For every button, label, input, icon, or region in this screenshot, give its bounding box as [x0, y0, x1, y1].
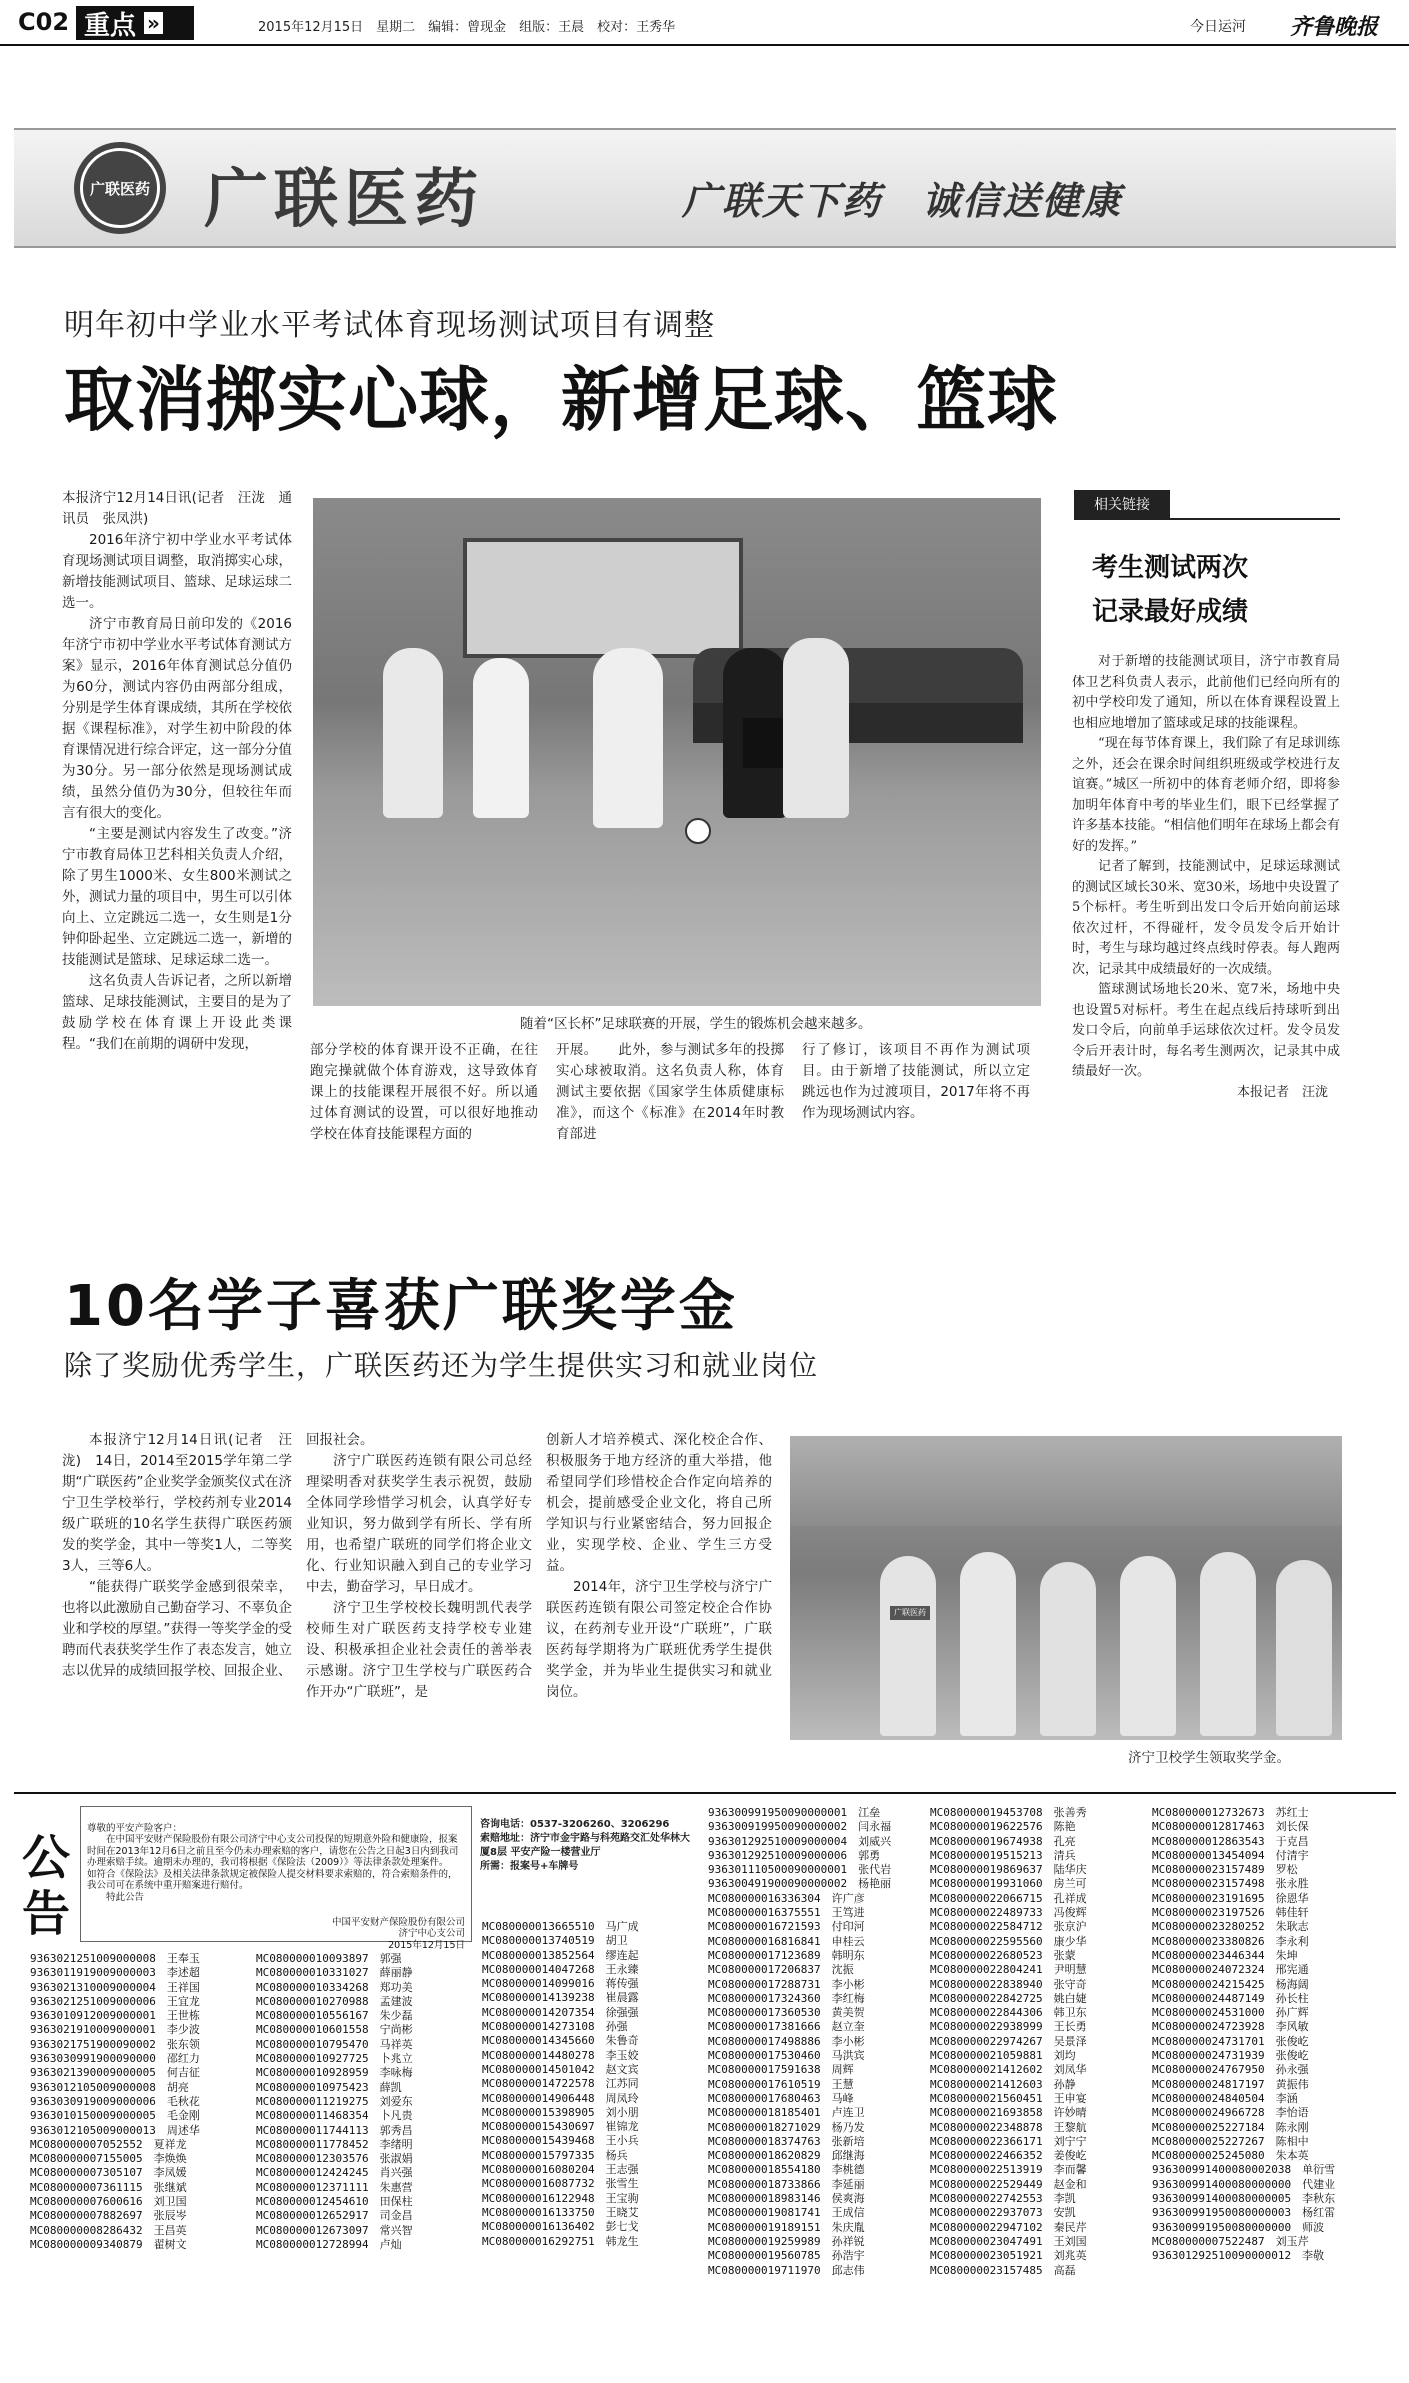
- claim-row: MC080000008286432 王昌英: [30, 2223, 187, 2237]
- sponsor-banner: [14, 128, 1396, 248]
- claim-row: MC080000022466352 姜俊屹: [930, 2149, 1087, 2163]
- claim-row: MC080000019560785 孙浩宇: [708, 2249, 865, 2263]
- related-link-label: 相关链接: [1094, 497, 1150, 513]
- photo-sash: 广联医药: [890, 1606, 930, 1620]
- claim-row: 936301110500090000001 张代岩: [708, 1863, 892, 1877]
- claim-row: MC080000007052552 夏祥龙: [30, 2137, 187, 2151]
- page-header: [0, 0, 1409, 46]
- claim-row: MC080000019189151 朱庆胤: [708, 2220, 865, 2234]
- claim-row: MC080000023047491 王刘国: [930, 2234, 1087, 2248]
- photo-caption: 济宁卫校学生领取奖学金。: [1128, 1750, 1290, 1766]
- body-paragraph: 这名负责人告诉记者，之所以新增篮球、足球技能测试，主要目的是为了鼓励学校在体育课上开设此类课程。“我们在前期的调研中发现，: [62, 973, 292, 1052]
- photo-student: [1120, 1556, 1176, 1736]
- claim-row: MC080000019259989 孙祥锐: [708, 2234, 865, 2248]
- claim-row: MC080000015797335 杨兵: [482, 2148, 628, 2162]
- page-number: C02: [18, 8, 70, 36]
- claim-row: MC080000016136402 彭七戈: [482, 2220, 639, 2234]
- claim-row: MC080000018620829 邱继海: [708, 2149, 865, 2163]
- photo-backboard: [463, 538, 743, 658]
- claim-row: MC080000022584712 张京沪: [930, 1920, 1087, 1934]
- claim-row: MC080000018733866 李延丽: [708, 2177, 865, 2191]
- body-paragraph: 行了修订，该项目不再作为测试项目。由于新增了技能测试，所以立定跳远也作为过渡项目，2017年将不再作为现场测试内容。: [802, 1042, 1030, 1121]
- football-photo: [313, 498, 1041, 1006]
- claim-row: MC080000023051921 刘兆英: [930, 2249, 1087, 2263]
- banner-slogan: 广联天下药 诚信送健康: [682, 179, 1123, 223]
- claim-row: MC080000007522487 刘玉芹: [1152, 2234, 1309, 2248]
- claim-row: MC080000012303576 张淑娟: [256, 2152, 413, 2166]
- claim-row: MC080000012863543 于克昌: [1152, 1834, 1309, 1848]
- photo-speaker: [743, 718, 783, 768]
- claim-row: MC080000010334268 郑功美: [256, 1980, 413, 1994]
- article2-column-3: [546, 1430, 772, 1780]
- claim-row: 9363010912009000001 王世栋: [30, 2009, 200, 2023]
- claim-row: MC080000007155005 李焕焕: [30, 2152, 187, 2166]
- claim-row: MC080000017381666 赵立奎: [708, 2020, 865, 2034]
- claim-row: 936300491900090000002 杨艳丽: [708, 1877, 892, 1891]
- claim-row: MC080000007882697 张辰岑: [30, 2209, 187, 2223]
- claim-row: MC080000019622576 陈艳: [930, 1820, 1076, 1834]
- claim-row: 9363030991900090000 邵红力: [30, 2052, 200, 2066]
- section-tag: [76, 6, 194, 40]
- photo-student: [960, 1552, 1016, 1736]
- logo-text: 广联医药: [89, 179, 150, 198]
- claim-row: MC080000010795470 马祥英: [256, 2037, 413, 2051]
- photo-student: [1200, 1552, 1256, 1736]
- claim-row: 9363021910009000001 李少波: [30, 2023, 200, 2037]
- notice-contact: 咨询电话：0537-3206260、3206296 索赔地址：济宁市金宇路与科苑路交汇处华林大厦8层 平安产险一楼营业厅 所需：报案号+车牌号: [480, 1819, 690, 1872]
- claim-row: MC080000022066715 孔祥成: [930, 1891, 1087, 1905]
- body-paragraph: 本报济宁12月14日讯(记者 汪泷) 14日，2014至2015学年第二学期“广联医药”企业奖学金颁奖仪式在济宁卫生学校举行，学校药剂专业2014级广联班的10名学生获得广联医药颁发的奖学金，其中一等奖1人，二等奖3人，三等6人。: [62, 1432, 292, 1574]
- claim-row: MC080000019869637 陆华庆: [930, 1863, 1087, 1877]
- claim-row: MC080000010270988 孟建波: [256, 1994, 413, 2008]
- claim-row: MC080000012728994 卢灿: [256, 2237, 402, 2251]
- claim-row: MC080000014906448 周凤玲: [482, 2091, 639, 2105]
- claim-row: MC080000023380826 李永利: [1152, 1934, 1309, 1948]
- photo-player: [593, 648, 663, 828]
- claim-row: MC080000010601558 宁尚彬: [256, 2023, 413, 2037]
- claim-row: MC080000022804241 尹明慧: [930, 1963, 1087, 1977]
- claim-row: 9363021751900090002 张东领: [30, 2037, 200, 2051]
- claim-row: MC080000015439468 王小兵: [482, 2134, 639, 2148]
- body-paragraph: 篮球测试场地长20米、宽7米，场地中央也设置5对标杆。考生在起点线后持球听到出发口令后，向前单手运球依次过杆。发令员发令后开表计时，每名考生测两次，记录其中成绩最好一次。: [1072, 982, 1340, 1079]
- claim-row: MC080000022938999 王长勇: [930, 2020, 1087, 2034]
- body-paragraph: 部分学校的体育课开设不正确，在往跑完操就做个体育游戏，这导致体育课上的技能课程开展很不好。所以通过体育测试的设置，可以很好地推动学校在体育技能课程方面的: [310, 1042, 538, 1142]
- claim-row: MC080000014273108 孙强: [482, 2020, 628, 2034]
- claim-row: MC080000022838940 张守奇: [930, 1977, 1087, 1991]
- claim-row: MC080000023157489 罗松: [1152, 1863, 1298, 1877]
- article-kicker: 明年初中学业水平考试体育现场测试项目有调整: [64, 308, 715, 343]
- claim-row: MC080000010927725 卜兆立: [256, 2052, 413, 2066]
- claim-row: MC080000014480278 李玉姣: [482, 2048, 639, 2062]
- claim-row: MC080000021412603 孙静: [930, 2077, 1076, 2091]
- sidebar-body: [1072, 652, 1340, 1132]
- claim-row: MC080000018271029 杨乃发: [708, 2120, 865, 2134]
- claim-row: MC080000024531000 孙广辉: [1152, 2006, 1309, 2020]
- claim-row: MC080000016122948 王宝驹: [482, 2191, 639, 2205]
- body-paragraph: “主要是测试内容发生了改变。”济宁市教育局体卫艺科相关负责人介绍，除了男生1000米、女生800米测试之外，测试力量的项目中，男生可以引体向上、立定跳远二选一，女生则是1分钟仰卧起坐、立定跳远二选一，新增的技能测试是篮球、足球运球二选一。: [62, 826, 292, 968]
- claim-row: MC080000016292751 韩龙生: [482, 2234, 639, 2248]
- claim-row: MC080000010928959 李咏梅: [256, 2066, 413, 2080]
- photo-student: [880, 1556, 936, 1736]
- claims-list-f: [1152, 1806, 1392, 2264]
- claims-list-b: [256, 1952, 476, 2252]
- claim-row: 936300991950080000003 杨红雷: [1152, 2206, 1336, 2220]
- claim-row: MC080000016080204 王志强: [482, 2163, 639, 2177]
- claim-row: MC080000013454094 付清宇: [1152, 1848, 1309, 1862]
- claim-row: MC080000013852564 缪连起: [482, 1948, 639, 1962]
- claim-row: 9363021251009000008 王奉玉: [30, 1952, 200, 1965]
- scholarship-photo: [790, 1436, 1342, 1740]
- claim-row: MC080000014501042 赵文宾: [482, 2062, 639, 2076]
- photo-student: [1276, 1560, 1332, 1736]
- logo-ring: [80, 148, 160, 228]
- claims-list-e: [930, 1806, 1146, 2278]
- notice-title: 公告: [22, 1830, 71, 1942]
- claim-row: MC080000017498886 李小彬: [708, 2034, 865, 2048]
- body-paragraph: 济宁卫生学校校长魏明凯代表学校师生对广联医药支持学校专业建设、积极承担企业社会责任的善举表示感谢。济宁卫生学校与广联医药合作开办“广联班”，是: [306, 1600, 532, 1700]
- paper-logo: 齐鲁晚报: [1290, 14, 1379, 40]
- article-headline: 取消掷实心球，新增足球、篮球: [64, 359, 1058, 441]
- claim-row: MC080000010331027 薛丽静: [256, 1966, 413, 1980]
- body-paragraph: 2016年济宁初中学业水平考试体育现场测试项目调整，取消掷实心球，新增技能测试项目、篮球、足球运球二选一。: [62, 532, 292, 611]
- photo-player: [783, 638, 849, 818]
- page-meta: 2015年12月15日 星期二 编辑：曾现金 组版：王晨 校对：王秀华: [258, 20, 676, 35]
- claim-row: MC080000022974267 吴景泽: [930, 2034, 1087, 2048]
- photo-ball: [685, 818, 711, 844]
- claims-list-a: [30, 1952, 250, 2252]
- claim-row: 9363010150009000005 毛金刚: [30, 2109, 200, 2123]
- claim-row: MC080000018185401 卢连卫: [708, 2106, 865, 2120]
- claim-row: MC080000010093897 郭强: [256, 1952, 402, 1965]
- claim-row: MC080000016336304 许广彦: [708, 1891, 865, 1905]
- article2-subhead: 除了奖励优秀学生，广联医药还为学生提供实习和就业岗位: [64, 1349, 819, 1382]
- claim-row: MC080000022595560 康少华: [930, 1934, 1087, 1948]
- claim-row: 9363021251009000006 王宜龙: [30, 1994, 200, 2008]
- claim-row: MC080000022513919 李而馨: [930, 2163, 1087, 2177]
- notice-box: [80, 1806, 472, 1951]
- claim-row: MC080000023157485 高磊: [930, 2263, 1076, 2277]
- claim-row: MC080000018554180 李桃德: [708, 2163, 865, 2177]
- claim-row: MC080000012371111 朱惠营: [256, 2180, 413, 2194]
- claim-row: MC080000022680523 张蒙: [930, 1948, 1076, 1962]
- claim-row: 936301292510009000004 刘威兴: [708, 1834, 892, 1848]
- body-paragraph: 对于新增的技能测试项目，济宁市教育局体卫艺科负责人表示，此前他们已经向所有的初中学校印发了通知，所以在体育课程设置上也相应地增加了篮球或足球的技能课程。: [1072, 654, 1340, 731]
- claim-row: 936301292510090000012 李敬: [1152, 2249, 1325, 2263]
- claim-row: MC080000017206837 沈振: [708, 1963, 854, 1977]
- claim-row: 936300919950090000002 闫永福: [708, 1820, 892, 1834]
- claim-row: MC080000024731939 张俊屹: [1152, 2049, 1309, 2063]
- claim-row: 9363012105009000008 胡亮: [30, 2080, 189, 2094]
- header-rule: [0, 44, 1409, 46]
- claim-row: MC080000024767950 孙永强: [1152, 2063, 1309, 2077]
- claim-row: MC080000010556167 朱少磊: [256, 2009, 413, 2023]
- article2-column-2: [306, 1430, 532, 1780]
- claim-row: MC080000024731701 张俊屹: [1152, 2034, 1309, 2048]
- claim-row: MC080000017610519 王慧: [708, 2077, 854, 2091]
- claim-row: MC080000021560451 王申宴: [930, 2091, 1087, 2105]
- photo-caption: 随着“区长杯”足球联赛的开展，学生的锻炼机会越来越多。: [520, 1016, 872, 1032]
- photo-player: [473, 658, 529, 818]
- claim-row: MC080000024072324 邢宪通: [1152, 1963, 1309, 1977]
- claim-row: MC080000024487149 孙长柱: [1152, 1991, 1309, 2005]
- body-paragraph: 回报社会。: [306, 1432, 374, 1448]
- banner-logo: [74, 142, 166, 234]
- notice-rule: [14, 1792, 1396, 1794]
- photo-player: [383, 648, 443, 818]
- sidebar-title: 考生测试两次 记录最好成绩: [1092, 553, 1249, 627]
- claim-row: MC080000014722578 江苏同: [482, 2077, 639, 2091]
- article1-column-2: [310, 1040, 538, 1150]
- body-paragraph: “现在每节体育课上，我们除了有足球训练之外，还会在课余时间组织班级或学校进行友谊赛。”城区一所初中的体育老师介绍，即将参加明年体育中考的毕业生们，眼下已经掌握了许多基本技能。“相信他们明年在球场上都会有好的发挥。”: [1072, 736, 1340, 854]
- claim-row: MC080000019081741 王成信: [708, 2206, 865, 2220]
- claim-row: MC080000012454610 田保柱: [256, 2195, 413, 2209]
- claim-row: MC080000017288731 李小彬: [708, 1977, 865, 1991]
- claim-row: MC080000011744113 郭秀昌: [256, 2123, 413, 2137]
- sidebar-author: 本报记者 汪泷: [1236, 1084, 1328, 1100]
- claim-row: MC080000016721593 付印河: [708, 1920, 865, 1934]
- claim-row: MC080000019674938 孔亮: [930, 1834, 1076, 1848]
- claim-row: MC080000017591638 周辉: [708, 2063, 854, 2077]
- claim-row: MC080000022937073 安凯: [930, 2206, 1076, 2220]
- photo-student: [1040, 1562, 1096, 1736]
- claim-row: MC080000014345660 朱鲁奇: [482, 2034, 639, 2048]
- claim-row: MC080000024966728 李怡语: [1152, 2106, 1309, 2120]
- claim-row: MC080000022947102 秦民芹: [930, 2220, 1087, 2234]
- claim-row: MC080000023157498 张永胜: [1152, 1877, 1309, 1891]
- article1-column-4: [802, 1040, 1030, 1150]
- claim-row: 9363021310009000004 王祥国: [30, 1980, 200, 1994]
- claim-row: MC080000016133750 王晓艾: [482, 2205, 639, 2219]
- body-paragraph: 2014年，济宁卫生学校与济宁广联医药连锁有限公司签定校企合作协议，在药剂专业开设“广联班”，广联医药每学期将为广联班优秀学生提供奖学金，并为毕业生提供实习和就业岗位。: [546, 1579, 772, 1700]
- claim-row: MC080000012817463 刘长保: [1152, 1820, 1309, 1834]
- section-name: 重点: [84, 10, 137, 41]
- claim-row: MC080000022742553 李凯: [930, 2192, 1076, 2206]
- claim-row: MC080000012673097 常兴智: [256, 2223, 413, 2237]
- claim-row: MC080000014099016 蒋传强: [482, 1977, 639, 1991]
- body-paragraph: 记者了解到，技能测试中，足球运球测试的测试区域长30米、宽30米，场地中央设置了5个标杆。考生听到出发口令后开始向前运球依次过杆，不得碰杆，发令员发令后开始计时，考生与球均越过终点线时停表。每人跑两次，记录其中成绩最好的一次成绩。: [1072, 859, 1340, 977]
- claim-row: MC080000012424245 肖兴强: [256, 2166, 413, 2180]
- claim-row: MC080000022529449 赵金和: [930, 2177, 1087, 2191]
- claim-row: MC080000007305107 李凤媛: [30, 2166, 187, 2180]
- claim-row: MC080000024840504 李涵: [1152, 2091, 1298, 2105]
- notice-signer: 中国平安财产保险股份有限公司 济宁中心支公司 2015年12月15日: [331, 1916, 465, 1951]
- claim-row: MC080000022348878 王黎航: [930, 2120, 1087, 2134]
- claim-row: MC080000019931060 房兰可: [930, 1877, 1087, 1891]
- body-paragraph: 济宁广联医药连锁有限公司总经理梁明香对获奖学生表示祝贺，鼓励全体同学珍惜学习机会，认真学好专业知识，努力做到学有所长、学有所用，也希望广联班的同学们将企业文化、行业知识融入到自己的专业学习中去，勤奋学习，早日成才。: [306, 1453, 532, 1595]
- claim-row: MC080000025245080 朱本英: [1152, 2149, 1309, 2163]
- article2-column-1: [62, 1430, 292, 1780]
- claim-row: MC080000024817197 黄振伟: [1152, 2077, 1309, 2091]
- claim-row: MC080000021412602 刘凤华: [930, 2063, 1087, 2077]
- claim-row: MC080000024215425 杨海阔: [1152, 1977, 1309, 1991]
- arrow-icon: »: [144, 12, 163, 34]
- claim-row: MC080000014139238 崔晨露: [482, 1991, 639, 2005]
- banner-title: 广联医药: [204, 163, 484, 237]
- claim-row: MC080000017360530 黄美贺: [708, 2006, 865, 2020]
- claim-row: MC080000022366171 刘宁宁: [930, 2134, 1087, 2148]
- article1-column-3: [556, 1040, 784, 1150]
- claim-row: MC080000019711970 邱志伟: [708, 2263, 865, 2277]
- claim-row: 936300991400080000005 李秋东: [1152, 2192, 1336, 2206]
- claim-row: MC080000014207354 徐强强: [482, 2005, 639, 2019]
- claim-row: 9363012105009000013 周述华: [30, 2123, 200, 2137]
- claim-row: MC080000009340879 翟树文: [30, 2237, 187, 2251]
- claim-row: MC080000010975423 薛凯: [256, 2080, 402, 2094]
- claim-row: MC080000011778452 李绪明: [256, 2137, 413, 2151]
- column-tag: 今日运河: [1190, 19, 1246, 35]
- claim-row: MC080000018983146 侯爽海: [708, 2192, 865, 2206]
- byline: 本报济宁12月14日讯(记者 汪泷 通讯员 张凤洪): [62, 490, 292, 527]
- claim-row: 936300991950090000001 江垒: [708, 1806, 881, 1819]
- claim-row: 9363021390009000005 何吉征: [30, 2066, 200, 2080]
- claim-row: MC080000019453708 张善秀: [930, 1806, 1087, 1819]
- body-paragraph: 济宁市教育局日前印发的《2016年济宁市初中学业水平考试体育测试方案》显示，2016年体育测试总分值仍为60分，测试内容仍由两部分组成，分别是学生体育课成绩，其所在学校依据《课程标准》，对学生初中阶段的体育课情况进行综合评定，这一部分分值为30分。另一部分依然是现场测试成绩，虽然分值仍为30分，但较往年而言有很大的变化。: [62, 616, 292, 821]
- claim-row: MC080000021059881 刘均: [930, 2049, 1076, 2063]
- claim-row: MC080000022489733 冯俊辉: [930, 1906, 1087, 1920]
- claim-row: MC080000014047268 王永臻: [482, 1962, 639, 1976]
- claim-row: MC080000023197526 韩佳轩: [1152, 1906, 1309, 1920]
- claim-row: MC080000017680463 马峰: [708, 2091, 854, 2105]
- claim-row: MC080000025227267 陈相中: [1152, 2134, 1309, 2148]
- claim-row: MC080000007600616 刘卫国: [30, 2195, 187, 2209]
- claim-row: MC080000022844306 韩卫东: [930, 2006, 1087, 2020]
- claim-row: 9363011919009000003 李述超: [30, 1966, 200, 1980]
- claim-row: MC080000023191695 徐恩华: [1152, 1891, 1309, 1905]
- claims-list-c: [482, 1920, 702, 2249]
- notice-body: 尊敬的平安产险客户： 在中国平安财产保险股份有限公司济宁中心支公司投保的短期意外险和健康险，报案时间在2013年12月6日之前且至今仍未办理索赔的客户，请您在公告之日起3日内到我司办理索赔手续。逾期未办理的，我司将根据《保险法（2009）》等法律条款处理案件。 如符合《保险法》及相关法律条款规定被保险人提交材料要求索赔的，符合索赔条件的，我公司可在系统中重开赔案进行赔付。 特此公告: [87, 1822, 459, 1903]
- claim-row: MC080000015398905 刘小朋: [482, 2105, 639, 2119]
- claim-row: MC080000015430697 崔锦龙: [482, 2120, 639, 2134]
- claim-row: MC080000021693858 许妙晴: [930, 2106, 1087, 2120]
- claim-row: MC080000016087732 张雪生: [482, 2177, 639, 2191]
- body-paragraph: 创新人才培养模式、深化校企合作、积极服务于地方经济的重大举措，他希望同学们珍惜校企合作定向培养的机会，提前感受企业文化，将自己所学知识与行业紧密结合，努力回报企业，实现学校、企业、学生三方受益。: [546, 1432, 772, 1574]
- claim-row: MC080000023280252 朱耿志: [1152, 1920, 1309, 1934]
- claim-row: MC080000017123689 韩明东: [708, 1948, 865, 1962]
- claim-row: MC080000007361115 张继斌: [30, 2180, 187, 2194]
- claim-row: MC080000025227184 陈永刚: [1152, 2120, 1309, 2134]
- claim-row: 9363030919009000006 毛秋花: [30, 2094, 200, 2108]
- claim-row: 936300991400080002038 单衍雪: [1152, 2163, 1336, 2177]
- claim-row: MC080000012652917 司金昌: [256, 2209, 413, 2223]
- article1-column-1: [62, 488, 292, 1148]
- related-link-tab: [1074, 490, 1170, 518]
- claim-row: 936300991950080000000 师波: [1152, 2220, 1325, 2234]
- claim-row: MC080000018374763 张新培: [708, 2134, 865, 2148]
- claim-row: MC080000011468354 卜凡贵: [256, 2109, 413, 2123]
- claim-row: MC080000017324360 李红梅: [708, 1991, 865, 2005]
- claim-row: MC080000024723928 李风敏: [1152, 2020, 1309, 2034]
- claim-row: MC080000011219275 刘爱东: [256, 2094, 413, 2108]
- claim-row: MC080000022842725 姚白婕: [930, 1991, 1087, 2005]
- claim-row: MC080000012732673 苏红士: [1152, 1806, 1309, 1819]
- body-paragraph: “能获得广联奖学金感到很荣幸，也将以此激励自己勤奋学习、不辜负企业和学校的厚望。”获得一等奖学金的受聘而代表获奖学生作了表态发言，她立志以优异的成绩回报学校、回报企业、: [62, 1579, 292, 1679]
- sidebar-rule: [1074, 518, 1340, 520]
- claim-row: MC080000016375551 王笃进: [708, 1906, 865, 1920]
- claim-row: 936301292510009000006 郭勇: [708, 1848, 881, 1862]
- claim-row: MC080000017530460 马洪宾: [708, 2049, 865, 2063]
- claim-row: MC080000019515213 清兵: [930, 1848, 1076, 1862]
- article2-headline: 10名学子喜获广联奖学金: [64, 1274, 738, 1339]
- claim-row: 936300991400080000000 代建业: [1152, 2177, 1336, 2191]
- claim-row: MC080000013740519 胡卫: [482, 1934, 628, 1948]
- body-paragraph: 开展。 此外，参与测试多年的投掷实心球被取消。这名负责人称，体育测试主要依据《国家学生体质健康标准》，而这个《标准》在2014年时教育部进: [556, 1042, 784, 1142]
- claim-row: MC080000023446344 朱坤: [1152, 1948, 1298, 1962]
- photo-trees: [790, 1436, 1342, 1526]
- claim-row: MC080000016816841 申桂云: [708, 1934, 865, 1948]
- claim-row: MC080000013665510 马广成: [482, 1920, 639, 1933]
- claims-list-d: [708, 1806, 924, 2278]
